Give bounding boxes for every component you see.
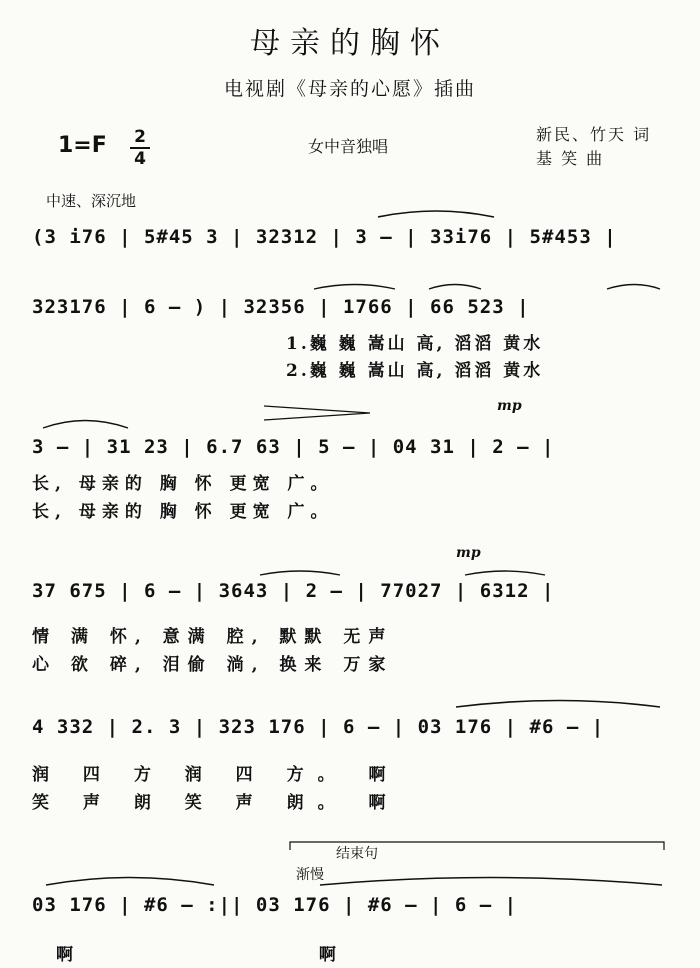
song-subtitle: 电视剧《母亲的心愿》插曲 — [223, 78, 476, 100]
row-5-verse-1: 润 四 方 润 四 方。 啊 — [32, 765, 400, 785]
row-6-notes: 03 176 | #6 — :|| 03 176 | #6 — | 6 — | — [32, 894, 518, 916]
ending-label: 结束句 — [336, 846, 378, 862]
tempo-marking: 中速、深沉地 — [46, 192, 137, 210]
row-3-verse-1: 长, 母亲的 胸 怀 更宽 广。 — [32, 474, 334, 494]
key-signature: 1=F — [58, 133, 107, 158]
lyricist-credit: 新民、竹天 词 — [536, 125, 652, 144]
performance-type: 女中音独唱 — [308, 137, 389, 156]
row-4-verse-2: 心 欲 碎, 泪偷 淌, 换来 万家 — [32, 655, 394, 675]
row-2-verse-2: 2.巍 巍 嵩山 高, 滔滔 黄水 — [286, 361, 544, 381]
row-5-verse-2: 笑 声 朗 笑 声 朗。 啊 — [32, 793, 400, 813]
dynamic-mp-2: mp — [456, 545, 481, 561]
row-3-verse-2: 长, 母亲的 胸 怀 更宽 广。 — [32, 502, 334, 522]
time-top: 2 — [134, 127, 146, 147]
row-2-verse-1: 1.巍 巍 嵩山 高, 滔滔 黄水 — [286, 334, 544, 354]
row-2-notes: 323176 | 6 — ) | 32356 | 1766 | 66 523 | — [32, 296, 530, 318]
row-4-verse-1: 情 满 怀, 意满 腔, 默默 无声 — [32, 627, 394, 647]
row-5-notes: 4 332 | 2. 3 | 323 176 | 6 — | 03 176 | #6 — | — [32, 716, 605, 738]
row-6-verse-1: 啊 啊 — [56, 945, 336, 965]
row-1-notes: (3 i76 | 5#45 3 | 32312 | 3 — | 33i76 | 5#453 | — [32, 226, 617, 248]
ritardando-label: 渐慢 — [296, 867, 324, 883]
composer-credit: 基 笑 曲 — [536, 149, 605, 168]
dynamic-mp-1: mp — [497, 398, 522, 414]
row-4-notes: 37 675 | 6 — | 3643 | 2 — | 77027 | 6312 | — [32, 580, 555, 602]
time-bottom: 4 — [134, 149, 146, 169]
song-title: 母亲的胸怀 — [250, 26, 450, 61]
row-3-notes: 3 — | 31 23 | 6.7 63 | 5 — | 04 31 | 2 — | — [32, 436, 555, 458]
